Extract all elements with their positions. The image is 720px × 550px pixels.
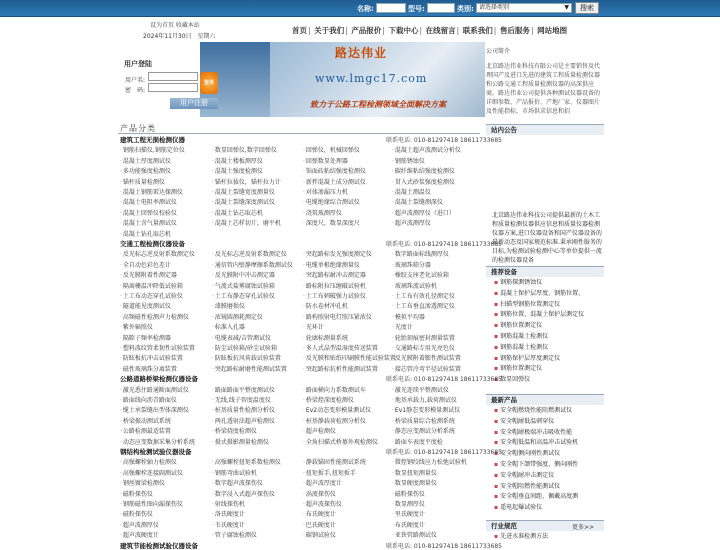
product-link[interactable]: · 路面横向力系数测试车 <box>303 385 366 394</box>
product-link[interactable]: · 突起路标发光强度测定仪 <box>303 249 372 258</box>
recommend-item[interactable]: ▪ 钢筋探测锈蚀仪 <box>494 278 584 289</box>
product-link[interactable]: · 超声波厚度计 <box>303 478 342 487</box>
product-link[interactable]: · 反光膜附着膨性测试装置 <box>392 353 461 362</box>
product-link[interactable]: · 混凝土强度检测仪 <box>212 166 263 175</box>
product-link[interactable]: · 轮胎刻痕密封测量装置 <box>392 333 455 342</box>
product-link[interactable]: · 高强螺栓扭矩系数检测仪 <box>212 457 281 466</box>
product-link[interactable]: · 饰面砖粘结强度检测仪 <box>303 166 366 175</box>
product-link[interactable]: · 标准入孔器 <box>212 322 245 331</box>
industry-list <box>494 532 548 543</box>
news-header: 站内公告 <box>486 124 604 135</box>
product-link[interactable]: · 钢丝镀梁检测仪 <box>120 478 165 487</box>
product-link[interactable]: · 高频磁性检测声力检测仪 <box>120 312 189 321</box>
product-link[interactable]: · 洛氏硬度计 <box>212 509 245 518</box>
product-link[interactable]: · Ev1静态变形模量测试仪 <box>392 405 460 414</box>
product-link[interactable]: · 接芯管冷弯半径试验装置 <box>392 364 461 373</box>
password-label: 密 码: <box>125 87 146 94</box>
product-link[interactable]: · 防尘试验箱/砂尘试验箱 <box>212 343 277 352</box>
product-link[interactable]: · 扭矩扳手,扭矩扳手 <box>303 468 356 477</box>
product-link[interactable]: · 布氏硬度计 <box>303 509 336 518</box>
product-link[interactable]: · 数显硬度测量仪 <box>392 478 437 487</box>
category-select-value: 请选择类别 <box>479 4 510 11</box>
product-link[interactable]: · 数字超声波探伤仪 <box>212 478 263 487</box>
product-link[interactable]: · 防眩板抗风荷载试验装置 <box>212 353 281 362</box>
product-link[interactable]: · 超声检测仪 <box>303 426 336 435</box>
recommend-item[interactable]: ▪ 钢筋保护层厚度测定仪 <box>494 354 584 365</box>
banner-url: www.lmgc17.com <box>315 72 428 85</box>
category-select[interactable] <box>476 3 572 13</box>
category-title[interactable]: 钢结构检测试验仪器设备 <box>120 448 192 456</box>
product-link[interactable]: · 布氏硬度计 <box>392 520 425 529</box>
product-link[interactable]: · 管子腐蚀检测仪 <box>212 530 257 539</box>
product-link[interactable]: · 紫外辐照仪 <box>120 322 153 331</box>
banner-title: 路达伟业 <box>335 46 388 60</box>
product-link[interactable]: · 混凝土含气量测试仪 <box>120 218 177 227</box>
product-link[interactable]: · 静态应变测试分析系统 <box>392 426 455 435</box>
product-link[interactable]: · 电缆绝缘综合测试仪 <box>303 197 360 206</box>
product-link[interactable]: · 新拌混凝土成分测试仪 <box>303 177 366 186</box>
product-link[interactable]: · 巴氏硬度计 <box>303 520 336 529</box>
nav-download[interactable]: 下载中心 <box>388 26 419 35</box>
nav-service[interactable]: 售后服务 <box>499 26 530 35</box>
product-link[interactable]: · 突起路标耐磨性能测试装置 <box>212 364 287 373</box>
recommend-item[interactable]: ▪ 钢筋混凝土检测仪 <box>494 343 584 354</box>
username-label: 用户名: <box>125 77 146 84</box>
product-link[interactable]: · 磁粉探伤仪 <box>120 489 153 498</box>
product-link[interactable]: · 混凝土裂缝深度测试仪 <box>212 197 275 206</box>
product-link[interactable]: · 桩基质量性检测分析仪 <box>212 405 275 414</box>
product-link[interactable]: · 公路检测最适装置 <box>120 426 171 435</box>
product-link[interactable]: · 光度计 <box>392 322 413 331</box>
product-link[interactable]: · 交通路标专用光亮色仪 <box>392 343 455 352</box>
product-link[interactable]: · 桥梁控深度检测仪 <box>303 395 354 404</box>
model-label: 型号: <box>408 5 425 13</box>
main-nav: 首页| 关于我们| 产品报价| 下载中心| 在线留言| 联系我们| 售后服务| 网站地图 <box>292 26 568 35</box>
product-link[interactable]: · 超声波测厚仪（进口） <box>392 208 455 217</box>
product-link[interactable]: · 混凝土电阻率测试仪 <box>120 197 177 206</box>
product-link[interactable]: · 桥梁振动测试系统 <box>120 416 171 425</box>
product-link[interactable]: · 土工布垂直渗透测定仪 <box>392 301 455 310</box>
product-link[interactable]: · 动态应变数据采集分析系统 <box>120 437 195 446</box>
recommend-list <box>494 278 584 386</box>
nav-price[interactable]: 产品报价 <box>351 26 382 35</box>
product-link[interactable]: · 全自动色彩色差计 <box>120 260 171 269</box>
product-link[interactable]: · 桥梁挠度检测仪 <box>212 426 257 435</box>
login-button[interactable]: 登录 <box>200 72 218 94</box>
login-title: 用户登陆 <box>124 60 152 68</box>
product-link[interactable]: · 玻璃珠流试验机 <box>392 281 437 290</box>
product-link[interactable]: · 钢筋锈蚀仪 <box>392 156 425 165</box>
latest-item[interactable]: ▪ 安全帽垂直间距、佩戴高度测 <box>494 492 578 503</box>
latest-header: 最新产品 <box>486 394 604 405</box>
latest-item[interactable]: ▪ 安全帽耐极端冲击吸收性能 <box>494 428 578 439</box>
latest-item[interactable]: ▪ 安全帽低温和高温冲击试验机 <box>494 438 578 449</box>
nav-home[interactable]: 首页 <box>292 26 307 35</box>
product-link[interactable]: · 气流式盐雾腐蚀试验箱 <box>212 281 275 290</box>
latest-item[interactable]: ▪ 安全帽耐冲击测定仪 <box>494 471 578 482</box>
product-link[interactable]: · 混凝土测温仪 <box>392 187 431 196</box>
product-link[interactable]: · 电缆表减/吉管测试仪 <box>212 333 271 342</box>
product-link[interactable]: · 磁粉探伤仪 <box>392 489 425 498</box>
contact-phone: 联系电话: 010-81297418 18611733685 <box>386 542 502 550</box>
product-link[interactable]: · 无线,线子智度温度仪 <box>212 395 271 404</box>
recommend-item[interactable]: ▪ 钢筋位置、混凝土保护层测定仪 <box>494 310 584 321</box>
product-link[interactable]: · 数显测厚仪 <box>392 499 425 508</box>
product-link[interactable]: · 钢筋弯曲试验机 <box>212 468 257 477</box>
intro-text: 北京路达伟业科技有限公司是主要销售及代理国产及进口先进的建筑工程质量检测仪器和公路交通工程质量检测仪器的高深供应商。路达伟业公司提供各种测试仪器设备的详细参数、产品报价、产地厂家、仪器图片及性能指标，市场供求信息和招 <box>486 63 601 115</box>
product-link[interactable]: · 突起路标抗析性能测试装置 <box>303 364 378 373</box>
product-link[interactable]: · 路面车表度平度检 <box>392 437 443 446</box>
product-link[interactable]: · 轮廓标测量系统 <box>303 333 348 342</box>
product-link[interactable]: · 反光标志逆反射系数测定仪 <box>120 249 195 258</box>
product-link[interactable]: · 对体渗漏压力机 <box>303 187 348 196</box>
product-link[interactable]: · 超声波测厚仪 <box>392 218 431 227</box>
banner <box>200 42 485 117</box>
product-link[interactable]: · 多人式晶型温湿度传送装置 <box>303 343 378 352</box>
search-button[interactable]: 搜索 <box>575 2 599 14</box>
product-link[interactable]: · Ev2动态变形模量测试仪 <box>303 405 371 414</box>
product-link[interactable]: · 反光标志逆反射系数测定仪 <box>212 249 287 258</box>
product-link[interactable]: · 超声波测厚仪 <box>120 520 159 529</box>
product-link[interactable]: · 静载锚固性能测试系统 <box>303 457 366 466</box>
latest-item[interactable]: ▪ 安全帽侧向刚性测试仪 <box>494 449 578 460</box>
product-link[interactable]: · 激光连续平整测试仪 <box>392 385 449 394</box>
latest-item[interactable]: ▪ 安全帽耐低温刺穿仪 <box>494 417 578 428</box>
nav-message[interactable]: 在线留言 <box>425 26 456 35</box>
product-link[interactable]: · 多功能强度检测仪 <box>120 166 171 175</box>
product-link[interactable]: · 数字路面标线测厚仪 <box>392 249 449 258</box>
nav-sitemap[interactable]: 网站地图 <box>537 26 568 35</box>
recommend-item[interactable]: ▪ 钢筋位置测定仪 <box>494 364 584 375</box>
top-search-bar <box>0 0 720 17</box>
banner-slogan: 致力于公路工程检测领域全面解决方案 <box>310 100 446 109</box>
product-link[interactable]: · 涡流探伤仪 <box>303 489 336 498</box>
product-link[interactable]: · 混凝土裂缝宽度测量仪 <box>212 187 275 196</box>
product-link[interactable]: · 锚杆拉拔仪，锚杆拉力计 <box>212 177 281 186</box>
product-divider <box>118 133 480 134</box>
product-link[interactable]: · 超声波探伤仪 <box>303 499 342 508</box>
product-link[interactable]: · 电缆单根绝缘测量仪 <box>303 260 360 269</box>
product-link[interactable]: · 深度尺，数显深度尺 <box>303 218 360 227</box>
product-link[interactable]: · 光环计 <box>303 322 324 331</box>
product-link[interactable]: · 超声波硬度计 <box>120 530 159 539</box>
product-link[interactable]: · 隧道能见度测试仪 <box>120 301 171 310</box>
product-link[interactable]: · 桩基静载荷检测分析仪 <box>303 416 366 425</box>
product-link[interactable]: · 混凝土楼板测厚仪 <box>212 156 263 165</box>
latest-item[interactable]: ▪ 遥电起爆试验仪 <box>494 503 578 514</box>
product-link[interactable]: · 数字浸入式超声探伤仪 <box>212 489 275 498</box>
category-label: 类别: <box>457 5 474 13</box>
product-link[interactable]: · 地基承载力,载荷测试仪 <box>392 395 457 404</box>
product-link[interactable]: · 射线探伤机 <box>212 499 245 508</box>
recommend-item[interactable]: ▪ 扫描型钢筋位置测定仪 <box>494 300 584 311</box>
product-link[interactable]: · 反光膜附着性测定器 <box>120 270 177 279</box>
product-link[interactable]: · 混凝土裂缝测深仪 <box>392 197 443 206</box>
latest-list <box>494 406 578 514</box>
product-link[interactable]: · 缆士承裂缝出型体深测仪 <box>120 405 189 414</box>
product-link[interactable]: · 路面路面平整度测试仪 <box>212 385 275 394</box>
product-link[interactable]: · 全角扫描式桥墓外观检测仪 <box>303 437 378 446</box>
category-title[interactable]: 建筑节能检测试验仪器设备 <box>120 541 198 550</box>
product-link[interactable]: · 磁性玻璃珠分离装置 <box>120 364 177 373</box>
current-date: 2024年11月30日 星期六 <box>143 33 216 40</box>
product-link[interactable]: · 混凝土厚度测试仪 <box>120 156 171 165</box>
latest-item[interactable]: ▪ 安全帽阻燃性能测试仪 <box>494 482 578 493</box>
product-link[interactable]: · 浇筑玻测厚仪 <box>303 208 342 217</box>
product-link[interactable]: · 反光膜附中冲击测定器 <box>212 270 275 279</box>
industry-more-link[interactable]: 更多>> <box>572 524 595 531</box>
product-link[interactable]: · 土工布有效孔径测定仪 <box>392 291 455 300</box>
nav-contact[interactable]: 联系我们 <box>462 26 493 35</box>
product-link[interactable]: · 里氏硬度计 <box>392 509 425 518</box>
product-link[interactable]: · 混凝土回弹仪校验仪 <box>120 208 177 217</box>
product-link[interactable]: · 防眩板抗冲击试验装置 <box>120 353 183 362</box>
product-link[interactable]: · 两孔透射法超声检测仪 <box>212 416 275 425</box>
product-link[interactable]: · 反光膜和贴纸印刷膜性能试验装置 <box>303 353 396 362</box>
contact-phone: 联系电话: 010-81297418 18611733685 <box>386 376 502 384</box>
contact-phone: 联系电话: 010-81297418 18611733685 <box>386 449 502 456</box>
product-link[interactable]: · 锚杆质量检测仪 <box>120 177 165 186</box>
product-link[interactable]: · 混凝土钻孔取芯机 <box>120 229 171 238</box>
product-link[interactable]: · 回弹仪，机械回弹仪 <box>303 145 360 154</box>
recommend-item[interactable]: ▪ 钢筋位置测定仪 <box>494 321 584 332</box>
register-button[interactable]: 用户注册 <box>170 98 218 109</box>
intro-title: 公司简介 <box>486 48 511 55</box>
product-link[interactable]: · 混凝土钻芯取芯机 <box>212 208 263 217</box>
product-link[interactable]: · 贯入式砂浆强度检测仪 <box>392 177 455 186</box>
product-link[interactable]: · 混凝土芯样切片，磨平机 <box>212 218 281 227</box>
product-link[interactable]: · 隔隙子频率检测器 <box>120 333 171 342</box>
product-link[interactable]: · 高强螺栓轴力检测仪 <box>120 457 177 466</box>
news-content: 北京路达伟业科技公司提供最新的土木工程质量检测仪器供应信息和质量仪器检测仪器方案,进口仪器设备和国产仪器设备的最新动态及国家规范标准.秉承刚性服务的目标,为检测试验检测中心等单位提供一流的检测仪器设备 <box>492 212 602 264</box>
product-category-header: 产品分类 <box>120 124 156 133</box>
category-title[interactable]: 建筑工程无损检测仪器 <box>120 136 185 144</box>
name-label: 名称: <box>357 5 374 13</box>
recommend-item[interactable]: ▪ 混凝土保护层厚度、钢筋位置、 <box>494 289 584 300</box>
chevron-down-icon: ▼ <box>564 4 569 11</box>
industry-header: 行业规范 <box>486 520 604 531</box>
product-link[interactable]: · 橡胶支座老化试验箱 <box>392 270 449 279</box>
product-link[interactable]: · 亚铁管路测试仪 <box>392 530 437 539</box>
product-link[interactable]: · 微控钢绞线应力松弛试验机 <box>392 457 467 466</box>
recommend-header: 推荐设备 <box>486 266 604 277</box>
latest-item[interactable]: ▪ 安全帽燃烧性能阻燃测试仪 <box>494 406 578 417</box>
category-title[interactable]: 交通工程检测仪器设备 <box>120 240 185 248</box>
product-link[interactable]: · 混凝土超声波测试分析仪 <box>392 145 461 154</box>
product-link[interactable]: · 混凝土钢筋雷达探测仪 <box>120 187 183 196</box>
home-links[interactable]: 设为首页 收藏本站 <box>150 22 200 29</box>
category-title[interactable]: 公路道路桥梁检测仪器设备 <box>120 375 198 384</box>
contact-phone: 联系电话: 010-81297418 18611733685 <box>386 137 502 144</box>
product-link[interactable]: · 浓镜圆测耗测定仪 <box>212 312 263 321</box>
product-link[interactable]: · 钢筋扫描仪,钢筋定位仪 <box>120 145 185 154</box>
password-input[interactable] <box>148 83 198 92</box>
product-link[interactable]: · 土工布刺破强力试验仪 <box>303 291 366 300</box>
contact-phone: 联系电话: 010-81297418 18611733685 <box>386 241 502 248</box>
product-link[interactable]: · 土工布静态穿孔试验仪 <box>212 291 275 300</box>
product-link[interactable]: · 碳纤维粘结强度检测仪 <box>392 166 455 175</box>
product-link[interactable]: · 漆膜磨损仪 <box>212 301 245 310</box>
product-link[interactable]: · 回弹数显处理器 <box>303 156 348 165</box>
name-input[interactable] <box>376 3 406 13</box>
product-link[interactable]: · 玻璃珠筛分器 <box>392 260 431 269</box>
product-link[interactable]: · 路标附拉压缠破试验机 <box>303 281 366 290</box>
latest-item[interactable]: ▪ 安全帽下颌带强度、侧向刚性 <box>494 460 578 471</box>
product-link[interactable]: · 高强螺栓连接副测试仪 <box>120 468 183 477</box>
product-link[interactable]: · 碳钢试验仪 <box>303 530 336 539</box>
model-input[interactable] <box>427 3 455 13</box>
product-link[interactable]: · 数显扭矩测量仪 <box>392 468 437 477</box>
username-input[interactable] <box>148 72 198 81</box>
recommend-item[interactable]: ▪ 数显回弹仪 <box>494 375 584 386</box>
product-link[interactable]: · 路面线向沥青路面仪 <box>120 395 177 404</box>
product-link[interactable]: · 隔离栅温冲降低试验箱 <box>120 281 183 290</box>
product-link[interactable]: · 通信管内壁静摩擦系数测试仪 <box>212 260 293 269</box>
product-link[interactable]: · 塑料波纹管柔韧性试验装置 <box>120 343 195 352</box>
nav-about[interactable]: 关于我们 <box>314 26 345 35</box>
product-link[interactable]: · 数显回弹仪,数字回弹仪 <box>212 145 277 154</box>
product-link[interactable]: · 韦氏硬度计 <box>212 520 245 529</box>
product-link[interactable]: · 桥梁质量综合检测系统 <box>392 416 455 425</box>
product-link[interactable]: · 磁粉探伤仪 <box>120 509 153 518</box>
industry-item[interactable]: ▪ 先进水准检测方法 <box>494 532 548 543</box>
product-link[interactable]: · 突起路标耐冲击测定器 <box>303 270 366 279</box>
product-link[interactable]: · 路构照射电灯照压紧浓仪 <box>303 312 372 321</box>
product-link[interactable]: · 防水卷材冲孔机 <box>303 301 348 310</box>
product-link[interactable]: · 激光悉住路通断面测试仪 <box>120 385 189 394</box>
product-link[interactable]: · 摄式摄影测量检测仪 <box>212 437 269 446</box>
product-link[interactable]: · 模拟平均器 <box>392 312 425 321</box>
product-link[interactable]: · 土工布动态穿孔试验仪 <box>120 291 183 300</box>
product-link[interactable]: · 钢筋磁性图向漏探伤仪 <box>120 499 183 508</box>
recommend-item[interactable]: ▪ 钢筋混凝土检测仪 <box>494 332 584 343</box>
